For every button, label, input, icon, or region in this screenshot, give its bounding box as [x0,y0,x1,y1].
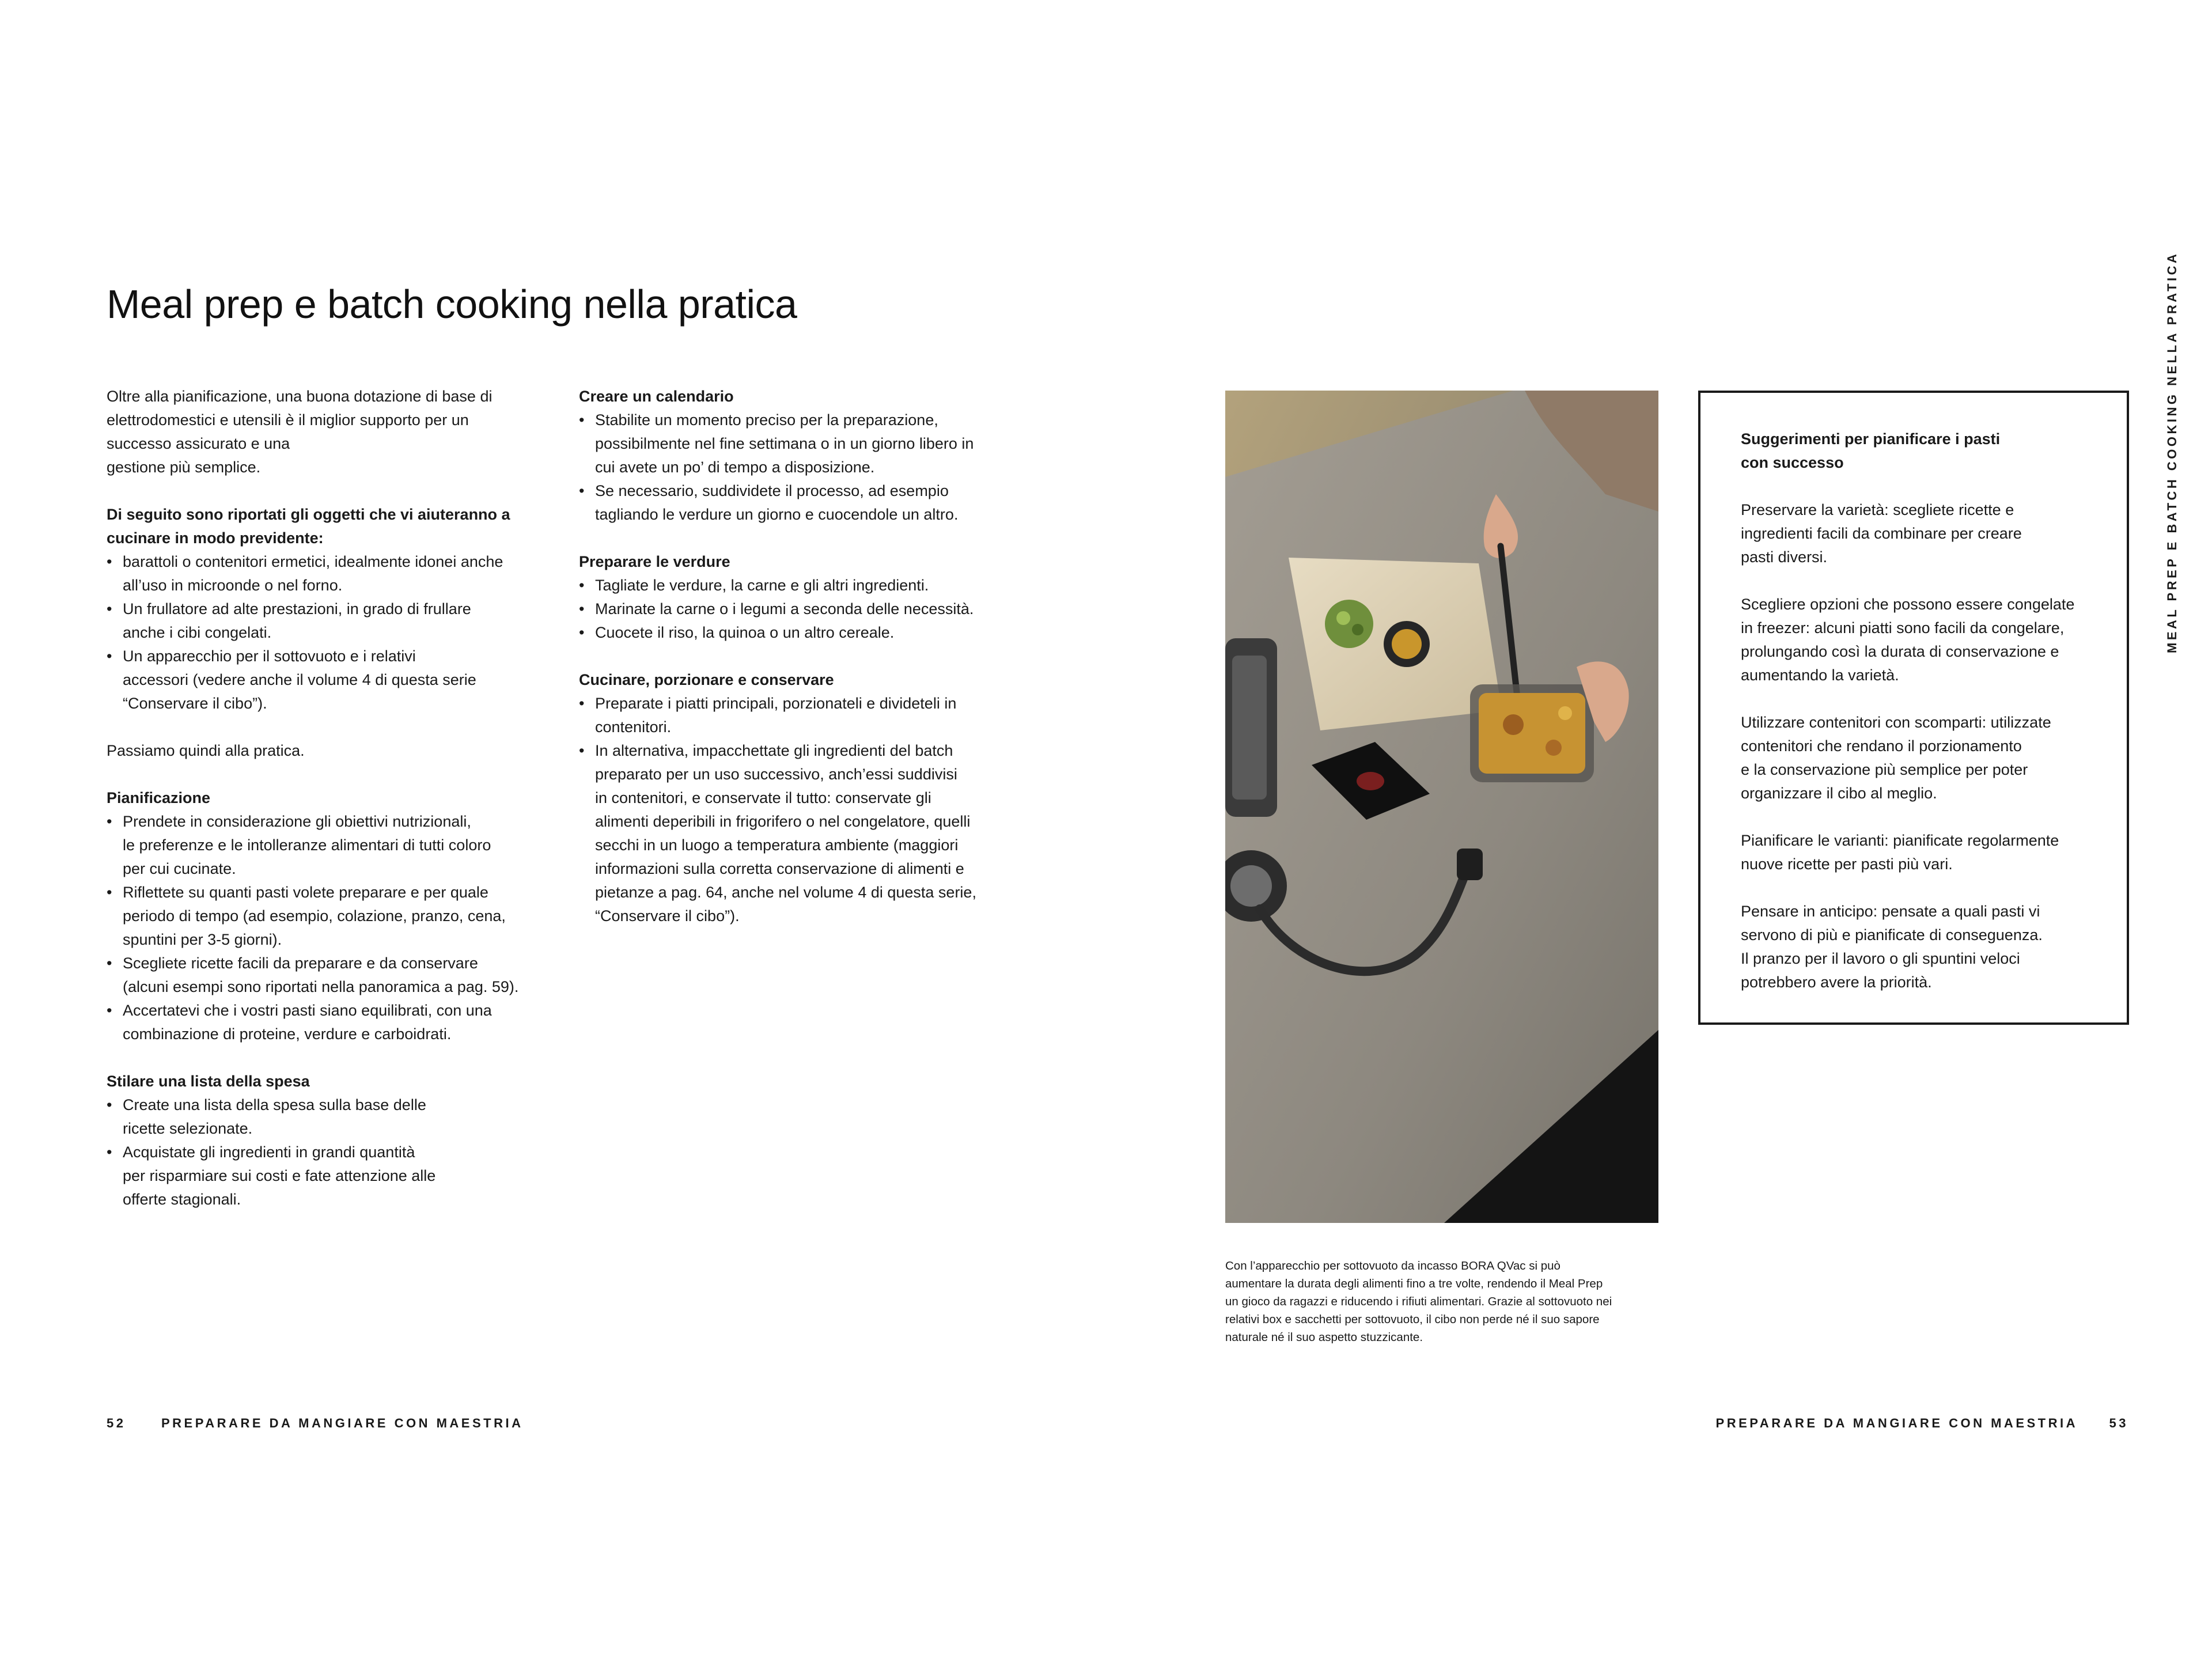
tip-paragraph: Preservare la varietà: scegliete ricette e ingredienti facili da combinare per creare pasti diversi. [1741,501,2022,566]
tip-paragraph: Utilizzare contenitori con scomparti: utilizzate contenitori che rendano il porzionamento e la conservazione più semplice per poter organizzare il cibo al meglio. [1741,714,2051,802]
list-item: • Create una lista della spesa sulla base delle ricette selezionate. [107,1093,544,1141]
list-item: • Accertatevi che i vostri pasti siano equilibrati, con una combinazione di proteine, verdure e carboidrati. [107,999,544,1046]
photo-caption: Con l’apparecchio per sottovuoto da incasso BORA QVac si può aumentare la durata degli alimenti fino a tre volte, rendendo il Meal Prep un gioco da ragazzi e riducendo i rifiuti alimentari. Grazie al sottovuoto nei relativi box e sacchetti per sottovuoto, il cibo non perde né il suo sapore naturale né il suo aspetto stuzzicante. [1225,1259,1612,1344]
cooking-heading: Cucinare, porzionare e conservare [579,671,834,688]
shopping-heading: Stilare una lista della spesa [107,1073,310,1090]
calendar-list [579,408,1017,527]
list-item: • In alternativa, impacchettate gli ingredienti del batch preparato per un uso successivo, anch’essi suddivisi in contenitori, e conservate il tutto: conservate gli alimenti deperibili in frigorifero o nel congelatore, quelli secchi in un luogo a temperatura ambiente (maggiori informazioni sulla corretta conservazione di alimenti e pietanze a pag. 64, anche nel volume 4 di questa serie, “Conservare il cibo”). [579,739,1017,928]
list-item: • Marinate la carne o i legumi a seconda delle necessità. [579,597,1017,621]
list-item: • barattoli o contenitori ermetici, idealmente idonei anche all’uso in microonde o nel forno. [107,550,544,597]
tip-paragraph: Pianificare le varianti: pianificate regolarmente nuove ricette per pasti più vari. [1741,832,2059,873]
middle-text-column [579,385,1017,928]
right-page-number: 53 [2109,1416,2128,1430]
tips-box [1698,391,2129,1025]
left-text-column [107,385,544,1211]
vegetables-list [579,574,1017,645]
kitchen-photo [1225,391,1658,1223]
list-item: • Riflettete su quanti pasti volete preparare e per quale periodo di tempo (ad esempio, colazione, pranzo, cena, spuntini per 3-5 giorni). [107,881,544,952]
list-item: • Prendete in considerazione gli obiettivi nutrizionali, le preferenze e le intolleranze alimentari di tutti coloro per cui cucinate. [107,810,544,881]
list-item: • Acquistate gli ingredienti in grandi quantità per risparmiare sui costi e fate attenzione alle offerte stagionali. [107,1141,544,1211]
list-item: • Se necessario, suddividete il processo, ad esempio tagliando le verdure un giorno e cuocendole un altro. [579,479,1017,527]
list-item: • Tagliate le verdure, la carne e gli altri ingredienti. [579,574,1017,597]
shopping-list [107,1093,544,1211]
left-page-number: 52 [107,1416,126,1430]
right-footer-label: PREPARARE DA MANGIARE CON MAESTRIA [1715,1416,2078,1430]
vegetables-heading: Preparare le verdure [579,553,730,570]
left-footer-label: PREPARARE DA MANGIARE CON MAESTRIA [161,1416,524,1430]
cooking-list [579,692,1017,928]
items-list [107,550,544,715]
page-title: Meal prep e batch cooking nella pratica [107,282,797,327]
planning-list [107,810,544,1046]
items-heading: Di seguito sono riportati gli oggetti che vi aiuteranno a cucinare in modo previdente: [107,506,510,547]
vertical-side-title: MEAL PREP E BATCH COOKING NELLA PRATICA [2165,251,2179,653]
list-item: • Un frullatore ad alte prestazioni, in grado di frullare anche i cibi congelati. [107,597,544,645]
list-item: • Stabilite un momento preciso per la preparazione, possibilmente nel fine settimana o in un giorno libero in cui avete un po’ di tempo a disposizione. [579,408,1017,479]
tip-paragraph: Pensare in anticipo: pensate a quali pasti vi servono di più e pianificate di conseguenza. Il pranzo per il lavoro o gli spuntini veloci potrebbero avere la priorità. [1741,903,2043,991]
list-item: • Un apparecchio per il sottovuoto e i relativi accessori (vedere anche il volume 4 di questa serie “Conservare il cibo”). [107,645,544,715]
list-item: • Cuocete il riso, la quinoa o un altro cereale. [579,621,1017,645]
list-item: • Preparate i piatti principali, porzionateli e divideteli in contenitori. [579,692,1017,739]
tip-paragraph: Scegliere opzioni che possono essere congelate in freezer: alcuni piatti sono facili da congelare, prolungando così la durata di conservazione e aumentando la varietà. [1741,596,2075,684]
intro-paragraph: Oltre alla pianificazione, una buona dotazione di base di elettrodomestici e utensili è il miglior supporto per un successo assicurato e una gestione più semplice. [107,388,493,476]
list-item: • Scegliete ricette facili da preparare e da conservare (alcuni esempi sono riportati nella panoramica a pag. 59). [107,952,544,999]
transition-text: Passiamo quindi alla pratica. [107,742,305,759]
tips-heading: Suggerimenti per pianificare i pasti con successo [1741,430,2001,471]
planning-heading: Pianificazione [107,789,211,806]
calendar-heading: Creare un calendario [579,388,734,405]
